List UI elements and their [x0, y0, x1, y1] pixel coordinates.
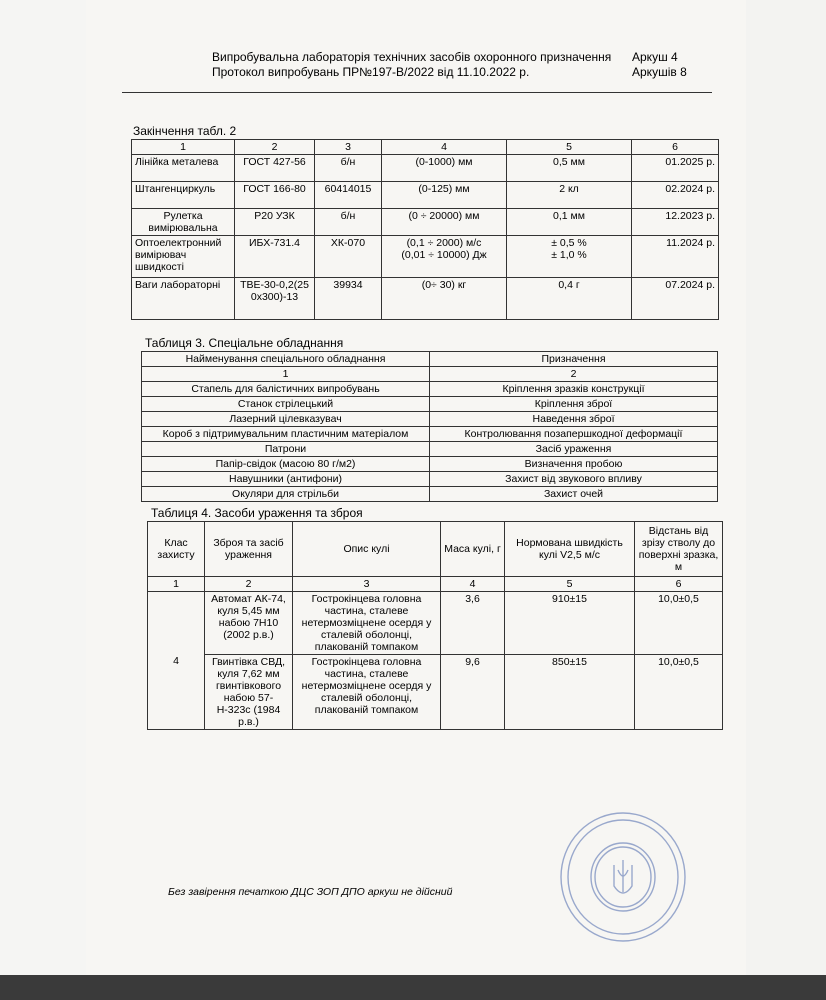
table4-col-number: 3 [293, 577, 441, 592]
table-cell: Засіб ураження [430, 442, 718, 457]
table-cell: (0-125) мм [382, 182, 507, 209]
table-row [132, 209, 719, 236]
table-row [132, 182, 719, 209]
official-stamp [558, 810, 688, 945]
table4-header: Клас захисту [148, 522, 205, 577]
table-cell: 3,6 [441, 592, 505, 655]
table-cell: Кріплення зброї [430, 397, 718, 412]
table3-header-row [142, 352, 718, 367]
table3-header: Найменування спеціального обладнання [142, 352, 430, 367]
table-cell: Наведення зброї [430, 412, 718, 427]
table-cell: 01.2025 р. [632, 155, 719, 182]
table3-col-number: 1 [142, 367, 430, 382]
table-cell: 910±15 [505, 592, 635, 655]
table-cell: Патрони [142, 442, 430, 457]
table4 [147, 521, 723, 730]
table-row [148, 592, 723, 655]
table2-caption: Закінчення табл. 2 [133, 124, 237, 138]
table-cell: Гострокінцева головна частина, сталеве нетермозміцнене осердя у сталевій оболонці, плакованій томпаком [293, 655, 441, 730]
protection-class: 4 [148, 592, 205, 730]
table2-header: 4 [382, 140, 507, 155]
table4-caption: Таблиця 4. Засоби ураження та зброя [151, 506, 363, 520]
table-cell: 0,4 г [507, 278, 632, 320]
table-row [132, 278, 719, 320]
sheet-number: Аркуш 4 [632, 50, 678, 64]
table-cell: 02.2024 р. [632, 182, 719, 209]
table-cell: ± 0,5 % ± 1,0 % [507, 236, 632, 278]
table2-header: 5 [507, 140, 632, 155]
scan-bottom-edge [0, 975, 826, 1000]
table-cell: Лінійка металева [132, 155, 235, 182]
table-cell: 07.2024 р. [632, 278, 719, 320]
table-cell: (0-1000) мм [382, 155, 507, 182]
table-cell: Штангенциркуль [132, 182, 235, 209]
table4-header: Нормована швидкість кулі V2,5 м/с [505, 522, 635, 577]
table-row [142, 457, 718, 472]
table-row [142, 487, 718, 502]
sheets-total: Аркушів 8 [632, 65, 687, 79]
table-cell: Кріплення зразків конструкції [430, 382, 718, 397]
table2-header: 6 [632, 140, 719, 155]
table-cell: 10,0±0,5 [635, 592, 723, 655]
validity-note: Без завірення печаткою ДЦС ЗОП ДПО аркуш не дійсний [168, 886, 453, 898]
table-cell: 11.2024 р. [632, 236, 719, 278]
table-cell: ТВЕ-30-0,2(250х300)-13 [235, 278, 315, 320]
scan-right-margin [746, 0, 826, 1000]
table-row [142, 412, 718, 427]
table4-header-row [148, 522, 723, 577]
table-cell: 0,5 мм [507, 155, 632, 182]
table-cell: 10,0±0,5 [635, 655, 723, 730]
table-cell: Контролювання позапершкодної деформації [430, 427, 718, 442]
table-row [142, 397, 718, 412]
table-cell: Р20 УЗК [235, 209, 315, 236]
table4-col-number: 4 [441, 577, 505, 592]
table2-header: 1 [132, 140, 235, 155]
table-cell: б/н [315, 209, 382, 236]
header-divider [122, 92, 712, 93]
table-cell: (0 ÷ 20000) мм [382, 209, 507, 236]
table4-number-row [148, 577, 723, 592]
table-cell: 39934 [315, 278, 382, 320]
protocol-title: Протокол випробувань ПР№197-В/2022 від 11.10.2022 р. [212, 65, 530, 79]
table-cell: (0,1 ÷ 2000) м/с (0,01 ÷ 10000) Дж [382, 236, 507, 278]
table4-col-number: 5 [505, 577, 635, 592]
table-cell: ХК-070 [315, 236, 382, 278]
table2-header: 2 [235, 140, 315, 155]
table-cell: ГОСТ 166-80 [235, 182, 315, 209]
table-cell: ИБХ-731.4 [235, 236, 315, 278]
table-row [142, 472, 718, 487]
table-row [142, 382, 718, 397]
table-cell: Визначення пробою [430, 457, 718, 472]
table4-col-number: 2 [205, 577, 293, 592]
table-cell: Ваги лабораторні [132, 278, 235, 320]
table4-col-number: 6 [635, 577, 723, 592]
table2 [131, 139, 719, 320]
table4-header: Зброя та засіб ураження [205, 522, 293, 577]
table-cell: Станок стрілецький [142, 397, 430, 412]
table4-col-number: 1 [148, 577, 205, 592]
table-row [148, 655, 723, 730]
table-row [142, 442, 718, 457]
scan-left-margin [0, 0, 86, 1000]
table-cell: Рулетка вимірювальна [132, 209, 235, 236]
table-cell: 2 кл [507, 182, 632, 209]
table3-number-row [142, 367, 718, 382]
lab-name: Випробувальна лабораторія технічних засобів охоронного призначення [212, 50, 612, 64]
table2-header-row [132, 140, 719, 155]
table-cell: 9,6 [441, 655, 505, 730]
table-cell: б/н [315, 155, 382, 182]
table-cell: Гострокінцева головна частина, сталеве нетермозміцнене осердя у сталевій оболонці, плакованій томпаком [293, 592, 441, 655]
table-cell: Навушники (антифони) [142, 472, 430, 487]
table3 [141, 351, 718, 502]
table-cell: Автомат АК-74, куля 5,45 мм набою 7Н10 (2002 р.в.) [205, 592, 293, 655]
table-cell: 850±15 [505, 655, 635, 730]
table2-header: 3 [315, 140, 382, 155]
table-cell: 0,1 мм [507, 209, 632, 236]
table-cell: Гвинтівка СВД, куля 7,62 мм гвинтівкового набою 57-Н-323с (1984 р.в.) [205, 655, 293, 730]
table4-header: Відстань від зрізу стволу до поверхні зразка, м [635, 522, 723, 577]
table4-header: Опис кулі [293, 522, 441, 577]
table-cell: 12.2023 р. [632, 209, 719, 236]
table-row [132, 236, 719, 278]
table-cell: Папір-свідок (масою 80 г/м2) [142, 457, 430, 472]
table-cell: 60414015 [315, 182, 382, 209]
table-cell: Короб з підтримувальним пластичним матеріалом [142, 427, 430, 442]
table-cell: Стапель для балістичних випробувань [142, 382, 430, 397]
table3-col-number: 2 [430, 367, 718, 382]
table-cell: Оптоелектронний вимірювач швидкості [132, 236, 235, 278]
table-row [142, 427, 718, 442]
table4-header: Маса кулі, г [441, 522, 505, 577]
table-row [132, 155, 719, 182]
table-cell: Окуляри для стрільби [142, 487, 430, 502]
table-cell: Захист очей [430, 487, 718, 502]
table3-header: Призначення [430, 352, 718, 367]
table3-caption: Таблиця 3. Спеціальне обладнання [145, 336, 344, 350]
table-cell: Захист від звукового впливу [430, 472, 718, 487]
table-cell: Лазерний цілевказувач [142, 412, 430, 427]
table-cell: (0÷ 30) кг [382, 278, 507, 320]
table-cell: ГОСТ 427-56 [235, 155, 315, 182]
